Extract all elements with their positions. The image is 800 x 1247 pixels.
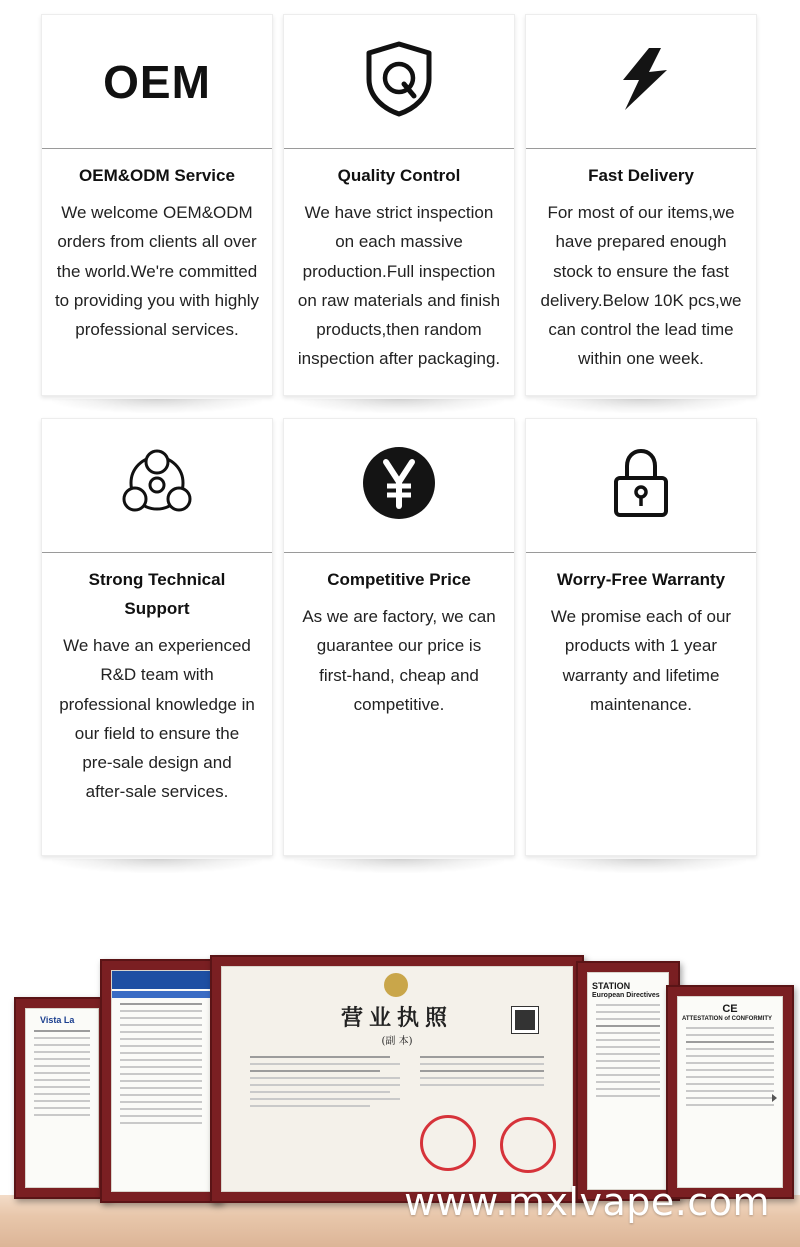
description-line: can control the lead time	[548, 320, 734, 340]
directives-label: European Directives	[592, 992, 660, 999]
site-watermark: www.mxlvape.com	[404, 1180, 770, 1224]
description-line: the world.We're committed	[56, 261, 258, 281]
card-title	[52, 565, 262, 623]
certificate-frame-iec	[100, 959, 222, 1203]
iec-header	[112, 971, 210, 989]
description-line: orders from clients all over	[57, 232, 257, 252]
red-seal-icon	[500, 1117, 556, 1173]
ce-mark: CE	[722, 1003, 738, 1015]
license-subtitle: (副 本)	[381, 1036, 413, 1047]
license-title: 营业执照	[340, 1005, 453, 1031]
description-line: professional services.	[75, 320, 239, 340]
card-title: Worry-Free Warranty	[556, 570, 726, 589]
description-line: inspection after packaging.	[297, 349, 501, 369]
description-line: We have an experienced	[63, 636, 251, 655]
description-line: our field to ensure the	[74, 723, 240, 743]
lightning-icon	[611, 46, 671, 117]
description-line: products,then random	[316, 320, 482, 340]
card-description	[52, 631, 262, 807]
red-seal-icon	[420, 1115, 476, 1171]
card-icon-area	[42, 419, 272, 553]
description-line: pre-sale design and	[82, 753, 232, 773]
description-line: As we are factory, we can	[302, 607, 496, 626]
description-line: We have strict inspection	[304, 203, 494, 222]
feature-card-technical	[41, 418, 273, 856]
certificate-frame-ce	[666, 985, 794, 1199]
quality-shield-icon	[364, 41, 434, 122]
card-icon-area	[526, 15, 756, 149]
station-label: STATION	[592, 981, 631, 991]
description-line: within one week.	[578, 349, 704, 369]
oem-text-icon: OEM	[103, 55, 211, 108]
yen-coin-icon	[362, 446, 436, 525]
card-title: OEM&ODM Service	[79, 166, 235, 185]
card-description	[536, 198, 746, 374]
conformity-label: ATTESTATION of CONFORMITY	[682, 1016, 772, 1022]
card-icon-area	[284, 15, 514, 149]
description-line: production.Full inspection	[302, 261, 496, 281]
description-line: maintenance.	[589, 694, 693, 714]
description-line: guarantee our price is	[316, 636, 482, 656]
card-title: Competitive Price	[327, 570, 471, 589]
card-icon-area	[526, 419, 756, 553]
qr-code-icon	[512, 1007, 538, 1033]
team-circles-icon	[119, 447, 195, 524]
title-line: Support	[124, 599, 190, 618]
feature-card-quality	[283, 14, 515, 396]
card-description	[52, 198, 262, 344]
description-line: stock to ensure the fast	[553, 261, 729, 281]
description-line: R&D team with	[100, 665, 214, 685]
card-title: Quality Control	[337, 166, 461, 185]
description-line: have prepared enough	[555, 232, 727, 252]
description-line: first-hand, cheap and	[319, 665, 479, 685]
feature-card-warranty	[525, 418, 757, 856]
description-line: For most of our items,we	[547, 203, 735, 222]
chevron-right-icon	[772, 1094, 777, 1102]
title-line: Strong Technical	[88, 570, 226, 589]
padlock-icon	[613, 448, 669, 523]
certificate-frame-station	[576, 961, 680, 1201]
description-line: after-sale services.	[85, 782, 229, 802]
card-description	[536, 602, 746, 719]
card-icon-area	[284, 419, 514, 553]
feature-card-delivery	[525, 14, 757, 396]
feature-card-price	[283, 418, 515, 856]
vista-label: Vista La	[40, 1015, 75, 1025]
description-line: to providing you with highly	[54, 290, 260, 310]
description-line: professional knowledge in	[59, 694, 255, 714]
card-description	[294, 198, 504, 374]
description-line: warranty and lifetime	[562, 665, 720, 685]
feature-card-oem	[41, 14, 273, 396]
card-title: Fast Delivery	[588, 166, 694, 185]
description-line: We promise each of our	[550, 607, 732, 626]
certificate-frame-business-license	[210, 955, 584, 1203]
description-line: on raw materials and finish	[297, 290, 501, 310]
certificate-frame-vista	[14, 997, 110, 1199]
card-icon-area	[42, 15, 272, 149]
description-line: We welcome OEM&ODM	[61, 203, 253, 222]
description-line: products with 1 year	[564, 636, 718, 656]
description-line: delivery.Below 10K pcs,we	[540, 290, 742, 310]
description-line: on each massive	[335, 232, 463, 252]
emblem-icon	[384, 973, 408, 997]
description-line: competitive.	[353, 694, 445, 714]
card-description	[294, 602, 504, 719]
